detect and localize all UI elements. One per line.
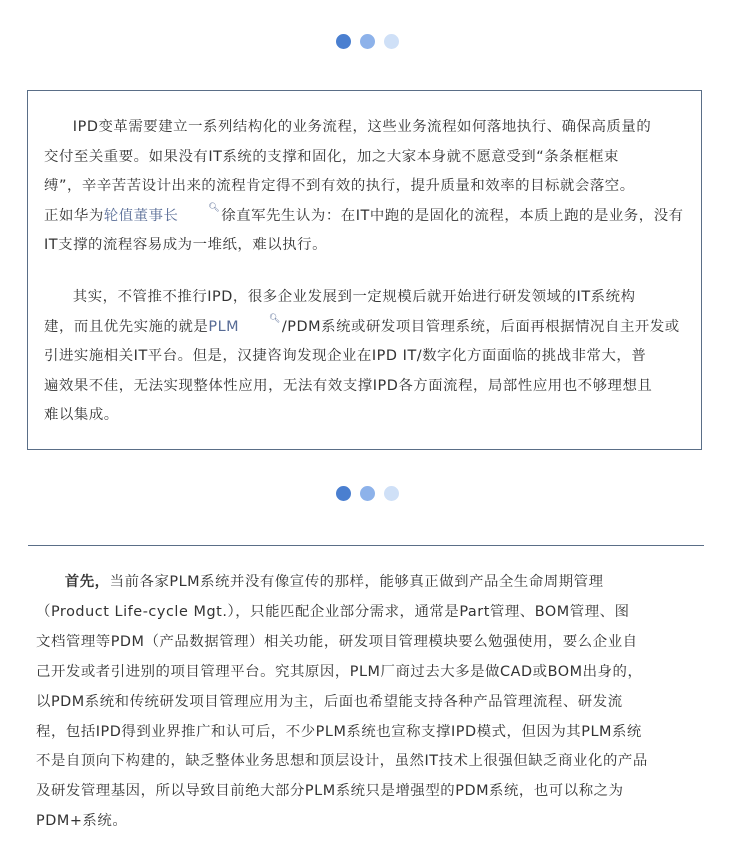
quote-box — [27, 90, 702, 450]
section-paragraph — [36, 568, 696, 837]
quote-p1-text-a: IPD变革需要建立一系列结构化的业务流程，这些业务流程如何落地执行、确保高质量的 交付至关重要。如果没有IT系统的支撑和固化，加之大家本身就不愿意受到“条条框框束 缚”，辛辛苦苦设计出来的流程肯定得不到有效的执行，提升质量和效率的目标就会落空。 正如华为 — [44, 119, 652, 224]
dot-medium — [360, 486, 375, 501]
dot-medium — [360, 34, 375, 49]
quote-p2-text-a: 其实，不管推不推行IPD，很多企业发展到一定规模后就开始进行研发领域的IT系统构 建，而且优先实施的就是 — [44, 288, 636, 335]
section-divider — [28, 545, 704, 546]
quote-p2-text-b: /PDM系统或研发项目管理系统，后面再根据情况自主开发或 引进实施相关IT平台。但是，汉捷咨询发现企业在IPD IT/数字化方面面临的挑战非常大，普 遍效果不佳，无法实现整体性应用，无法有效支撑IPD各方面流程，局部性应用也不够理想且 难以集成。 — [44, 318, 680, 424]
search-link-label: PLM — [208, 318, 240, 335]
quote-paragraph-2 — [44, 283, 686, 431]
decorative-dots-middle — [0, 485, 735, 501]
dot-dark — [336, 34, 351, 49]
quote-p1-text-b: 徐直军先生认为：在IT中跑的是固化的流程，本质上跑的是业务，没有 IT支撑的流程容易成为一堆纸，难以执行。 — [44, 207, 684, 254]
section-text: 当前各家PLM系统并没有像宣传的那样，能够真正做到产品全生命周期管理 （Product Life-cycle Mgt.），只能匹配企业部分需求，通常是Part管理、BOM管理、图 文档管理等PDM（产品数据管理）相关功能，研发项目管理模块要么勉强使用，要么企业自 己开发或者引进别的项目管理平台。究其原因，PLM厂商过去大多是做CAD或BOM出身的， 以PDM系统和传统研发项目管理应用为主，后面也希望能支持各种产品管理流程、研发流 程，包括IPD得到业界推广和认可后，不少PLM系统也宣称支撑IPD模式，但因为其PLM系统 不是自顶向下构建的，缺乏整体业务思想和顶层设计，虽然IT技术上很强但缺乏商业化的产品 及研发管理基因，所以导致目前绝大部分PLM系统只是增强型的PDM系统，也可以称之为 PDM+系统。 — [36, 574, 648, 830]
search-icon: 🔍︎ — [268, 313, 281, 324]
section-lead: 首先， — [64, 574, 110, 590]
search-link-label: 轮值董事长 — [103, 207, 179, 224]
search-link-rotating-chairman[interactable] — [103, 202, 222, 224]
quote-paragraph-1 — [44, 113, 686, 261]
search-link-plm[interactable] — [208, 313, 282, 335]
dot-light — [384, 34, 399, 49]
dot-light — [384, 486, 399, 501]
dot-dark — [336, 486, 351, 501]
decorative-dots-top — [0, 33, 735, 49]
search-icon: 🔍︎ — [208, 202, 221, 213]
